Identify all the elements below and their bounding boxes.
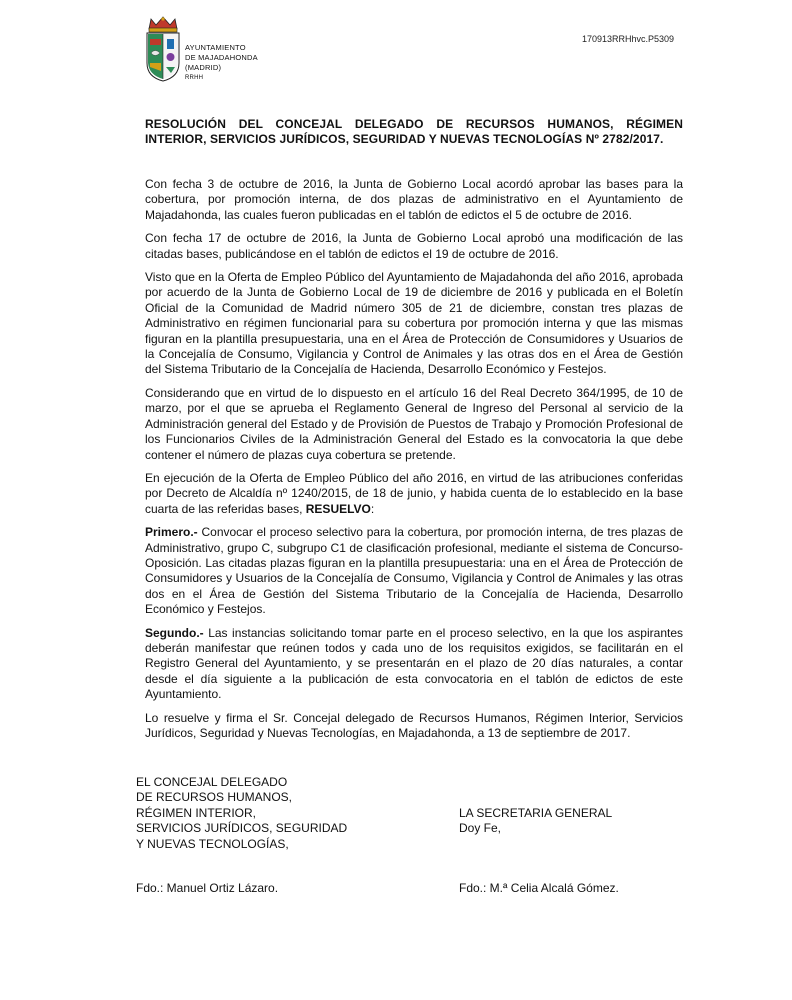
- resuelvo-label: RESUELVO: [305, 501, 371, 516]
- councillor-title-line: Y NUEVAS TECNOLOGÍAS,: [136, 836, 289, 851]
- councillor-signer-name: Fdo.: Manuel Ortiz Lázaro.: [136, 881, 279, 895]
- org-line-3: (MADRID): [185, 63, 222, 72]
- paragraph-4: Considerando que en virtud de lo dispuesto en el artículo 16 del Real Decreto 364/1995, de 10 de marzo, por el que se aprueba el Reglamento General de Ingreso del Personal al servicio de la Administración general del Estado y de Provisión de Puestos de Trabajo y Promoción Profesional de los Funcionarios Civiles de la Administración General del Estado es la convocatoria la que debe contener el número de plazas cuya cobertura se pretende.: [145, 385, 683, 462]
- segundo-text: Las instancias solicitando tomar parte en el proceso selectivo, en la que los aspirantes deberán manifestar que reúnen todos y cada uno de los requisitos exigidos, se facilitarán en el Registro General del Ayuntamiento, y se presentarán en el plazo de 20 días naturales, a contar desde el día siguiente a la publicación de esta convocatoria en el tablón de edictos de este Ayuntamiento.: [145, 625, 683, 702]
- paragraph-5-end: :: [370, 501, 375, 516]
- document-reference: 170913RRHhvc.P5309: [581, 34, 674, 44]
- secretary-signature-block: [459, 806, 612, 837]
- resolution-body: [145, 177, 683, 749]
- paragraph-5: [145, 471, 683, 517]
- organization-name: [185, 43, 258, 83]
- paragraph-1: Con fecha 3 de octubre de 2016, la Junta de Gobierno Local acordó aprobar las bases para la cobertura, por promoción interna, de dos plazas de administrativo en el Ayuntamiento de Majadahonda, las cuales fueron publicadas en el tablón de edictos el 5 de octubre de 2016.: [145, 177, 683, 222]
- secretary-signer-name: Fdo.: M.ª Celia Alcalá Gómez.: [459, 881, 619, 895]
- councillor-title-line: DE RECURSOS HUMANOS,: [136, 790, 293, 805]
- segundo-paragraph: [145, 626, 683, 703]
- paragraph-2: Con fecha 17 de octubre de 2016, la Junta de Gobierno Local aprobó una modificación de las citadas bases, publicándose en el tablón de edictos el 19 de octubre de 2016.: [145, 231, 683, 261]
- org-line-1: AYUNTAMIENTO: [185, 43, 246, 52]
- org-line-2: DE MAJADAHONDA: [185, 53, 258, 62]
- secretary-title-line: Doy Fe,: [459, 821, 502, 836]
- paragraph-5-text: En ejecución de la Oferta de Empleo Público del año 2016, en virtud de las atribuciones conferidas por Decreto de Alcaldía nº 1240/2015, de 18 de junio, y habida cuenta de lo establecido en la base cuarta de las referidas bases,: [145, 470, 683, 516]
- municipal-logo: [143, 15, 273, 85]
- councillor-title-line: EL CONCEJAL DELEGADO: [136, 775, 288, 789]
- secretary-title-line: LA SECRETARIA GENERAL: [459, 806, 613, 820]
- primero-paragraph: [145, 525, 683, 617]
- councillor-title-line: RÉGIMEN INTERIOR,: [136, 805, 257, 820]
- coat-of-arms-icon: [143, 15, 183, 83]
- paragraph-3: Visto que en la Oferta de Empleo Público del Ayuntamiento de Majadahonda del año 2016, aprobada por acuerdo de la Junta de Gobierno Local de 19 de diciembre de 2016 y publicada en el Boletín Oficial de la Comunidad de Madrid número 305 de 21 de diciembre, constan tres plazas de Administrativo en régimen funcionarial para su cobertura por promoción interna y que las mismas figuran en la plantilla presupuestaria, una en el Área de Protección de Consumidores y Usuarios de la Concejalía de Consumo, Vigilancia y Control de Animales y las otras dos en el Área de Gestión del Sistema Tributario de la Concejalía de Hacienda, Desarrollo Económico y Festejos.: [145, 270, 683, 377]
- segundo-label: Segundo.-: [145, 625, 204, 640]
- department-label: RRHH: [185, 75, 204, 81]
- primero-label: Primero.-: [145, 525, 198, 540]
- councillor-signature-block: [136, 775, 347, 852]
- primero-text: Convocar el proceso selectivo para la cobertura, por promoción interna, de tres plazas de Administrativo, grupo C, subgrupo C1 de clasificación profesional, mediante el sistema de Concurso-Oposición. Las citadas plazas figuran en la plantilla presupuestaria: una en el Área de Protección de Consumidores y Usuarios de la Concejalía de Consumo, Vigilancia y Control de Animales y las otras dos en el Área de Gestión del Sistema Tributario de la Concejalía de Hacienda, Desarrollo Económico y Festejos.: [145, 525, 683, 617]
- closing-paragraph: Lo resuelve y firma el Sr. Concejal delegado de Recursos Humanos, Régimen Interior, Servicios Jurídicos, Seguridad y Nuevas Tecnologías, en Majadahonda, a 13 de septiembre de 2017.: [145, 710, 683, 740]
- councillor-title-line: SERVICIOS JURÍDICOS, SEGURIDAD: [136, 821, 348, 836]
- resolution-title: RESOLUCIÓN DEL CONCEJAL DELEGADO DE RECURSOS HUMANOS, RÉGIMEN INTERIOR, SERVICIOS JURÍDICOS, SEGURIDAD Y NUEVAS TECNOLOGÍAS Nº 2782/2017.: [145, 117, 683, 146]
